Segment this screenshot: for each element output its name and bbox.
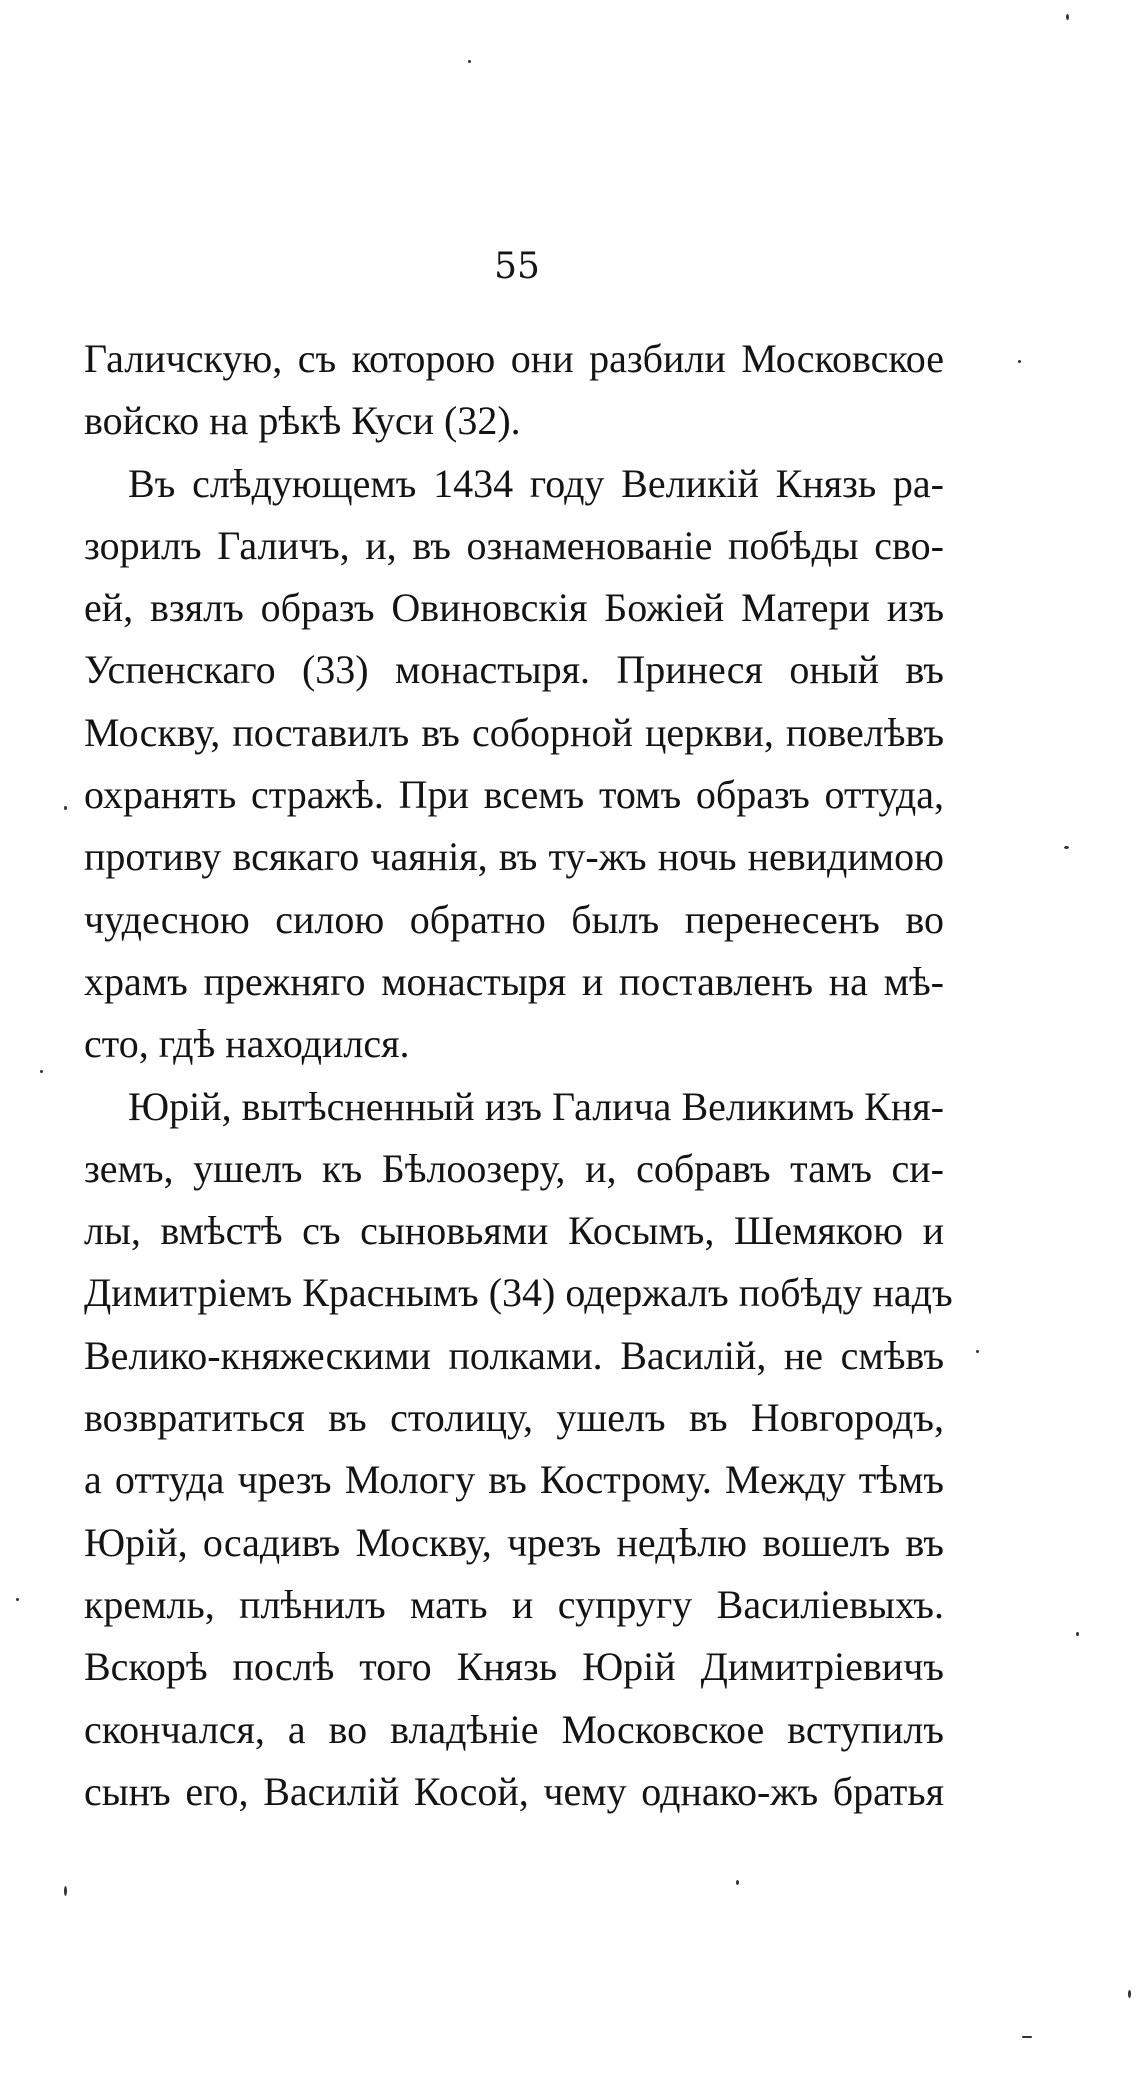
text-line: сынъ его, Василій Косой, чему однако-жъ братья xyxy=(84,1768,944,1814)
text-line: храмъ прежняго монастыря и поставленъ на мѣ- xyxy=(84,958,944,1004)
text-line: земъ, ушелъ къ Бѣлоозеру, и, собравъ тамъ си- xyxy=(84,1145,944,1191)
scan-speck xyxy=(16,1598,19,1601)
text-line: охранять стражѣ. При всемъ томъ образъ оттуда, xyxy=(84,772,944,818)
text-line: кремль, плѣнилъ мать и супругу Василіевыхъ. xyxy=(84,1581,944,1627)
scan-speck xyxy=(1076,1632,1079,1636)
text-line: Москву, поставилъ въ соборной церкви, повелѣвъ xyxy=(84,709,944,755)
scan-speck xyxy=(64,806,67,810)
scan-speck xyxy=(468,60,471,63)
text-line: Юрій, вытѣсненный изъ Галича Великимъ Кня- xyxy=(128,1083,944,1129)
text-line: войско на рѣкѣ Куси (32). xyxy=(84,398,521,444)
scan-speck xyxy=(64,1886,67,1896)
text-line: Въ слѣдующемъ 1434 году Великій Князь ра- xyxy=(128,460,944,506)
text-line: возвратиться въ столицу, ушелъ въ Новгородъ, xyxy=(84,1395,944,1441)
text-line: скончался, а во владѣніе Московское вступилъ xyxy=(84,1706,944,1752)
scan-speck xyxy=(40,1070,43,1073)
scan-speck xyxy=(736,1880,739,1885)
text-line: Успенскаго (33) монастыря. Принеся оный въ xyxy=(84,647,944,693)
text-line: Велико-княжескими полками. Василій, не смѣвъ xyxy=(84,1332,944,1378)
scan-speck xyxy=(1018,360,1021,363)
text-line: зорилъ Галичъ, и, въ ознаменованіе побѣды сво- xyxy=(84,522,944,568)
scan-speck xyxy=(1066,14,1069,20)
page-text xyxy=(84,328,953,1823)
text-line: Димитріемъ Краснымъ (34) одержалъ побѣду надъ xyxy=(84,1270,953,1316)
scan-speck xyxy=(976,1350,979,1353)
page-number: 55 xyxy=(494,246,540,287)
text-line: Галичскую, съ которою они разбили Московское xyxy=(84,336,944,381)
text-line: ей, взялъ образъ Овиновскія Божіей Матери изъ xyxy=(84,585,944,631)
scan-speck xyxy=(1128,1990,1131,1998)
text-line: а оттуда чрезъ Мологу въ Кострому. Между тѣмъ xyxy=(84,1457,944,1503)
text-line: лы, вмѣстѣ съ сыновьями Косымъ, Шемякою и xyxy=(84,1208,944,1254)
text-line: Вскорѣ послѣ того Князь Юрій Димитріевичъ xyxy=(84,1644,944,1690)
scan-speck xyxy=(1022,2036,1032,2038)
text-line: сто, гдѣ находился. xyxy=(84,1021,410,1067)
text-line: Юрій, осадивъ Москву, чрезъ недѣлю вошелъ въ xyxy=(84,1519,944,1565)
scan-speck xyxy=(1064,846,1069,849)
text-line: чудесною силою обратно былъ перенесенъ во xyxy=(84,896,944,942)
text-line: противу всякаго чаянія, въ ту-жъ ночь невидимою xyxy=(84,834,944,880)
